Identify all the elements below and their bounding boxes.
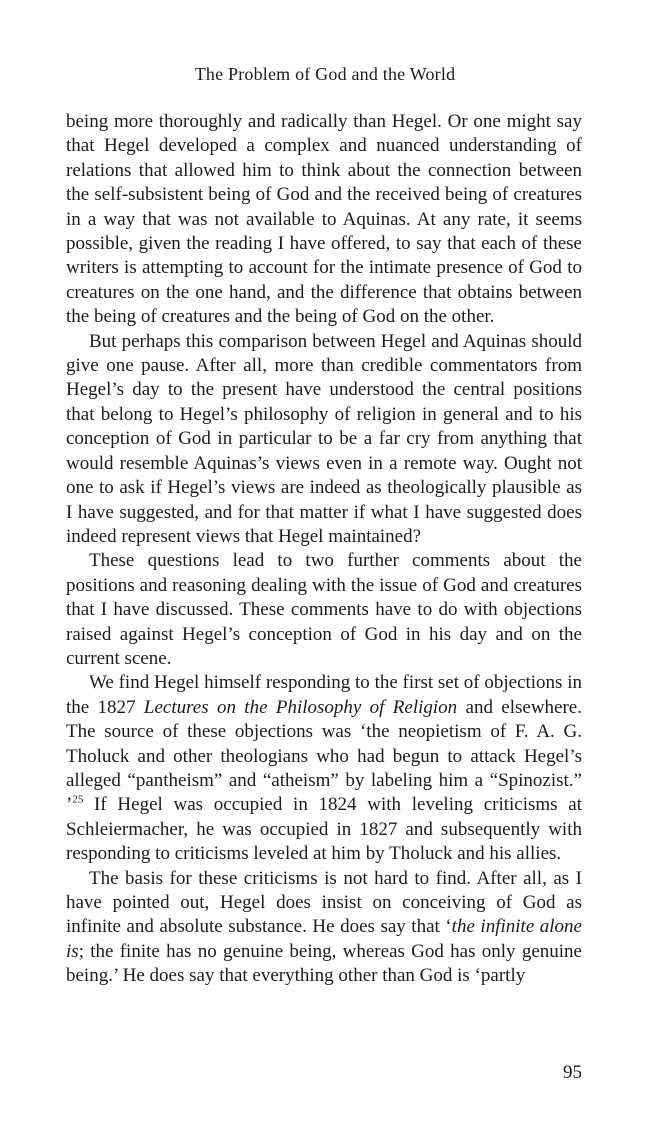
footnote-reference-25: 25 [72, 794, 84, 807]
paragraph-1 [66, 110, 582, 330]
paragraph-4 [66, 671, 582, 866]
paragraph-5-text-b: ; the finite has no genuine being, whereas God has only genuine being.’ He does say that everything other than God is ‘partly [66, 940, 582, 987]
running-head: The Problem of God and the World [194, 64, 456, 84]
paragraph-2-text: But perhaps this comparison between Hegel and Aquinas should give one pause. After all, more than credible commentators from Hegel’s day to the present have understood the central positions that belong to Hegel’s philosophy of religion in general and to his conception of God in particular to be a far cry from anything that would resemble Aquinas’s views even in a remote way. Ought not one to ask if Hegel’s views are indeed as theologically plausible as I have suggested, and for that matter if what I have suggested does indeed represent views that Hegel maintained? [66, 330, 582, 547]
paragraph-4-text-a: We find Hegel himself responding to the first set of objections in the 1827 [66, 672, 582, 718]
paragraph-5 [66, 867, 582, 989]
paragraph-5-text-a: The basis for these criticisms is not hard to find. After all, as I have pointed out, Hegel does insist on conceiving of God as infinite and absolute substance. He does say that ‘ [66, 867, 582, 938]
paragraph-3 [66, 549, 582, 671]
paragraph-4-text-c: If Hegel was occupied in 1824 with leveling criticisms at Schleiermacher, he was occupied in 1827 and subsequently with responding to criticisms leveled at him by Tholuck and his allies. [66, 794, 582, 865]
page-number: 95 [563, 1062, 582, 1083]
body-text [66, 110, 582, 989]
paragraph-3-text: These questions lead to two further comments about the positions and reasoning dealing with the issue of God and creatures that I have discussed. These comments have to do with objections raised against Hegel’s conception of God in his day and on the current scene. [66, 550, 582, 669]
quoted-emphasis: the infinite alone is [66, 916, 582, 962]
book-title-lectures: Lectures on the Philosophy of Religion [143, 696, 458, 718]
paragraph-1-text: being more thoroughly and radically than Hegel. Or one might say that Hegel developed a complex and nuanced understanding of relations that allowed him to think about the connection between the self-subsistent being of God and the received being of creatures in a way that was not available to Aquinas. At any rate, it seems possible, given the reading I have offered, to say that each of these writers is attempting to account for the intimate presence of God to creatures on the one hand, and the difference that obtains between the being of creatures and the being of God on the other. [66, 111, 582, 328]
paragraph-2 [66, 330, 582, 550]
paragraph-4-text-b: and elsewhere. The source of these objections was ‘the neopietism of F. A. G. Tholuck and other theologians who had begun to attack Hegel’s alleged “pantheism” and “atheism” by labeling him a “Spinozist.” ’ [66, 696, 582, 816]
